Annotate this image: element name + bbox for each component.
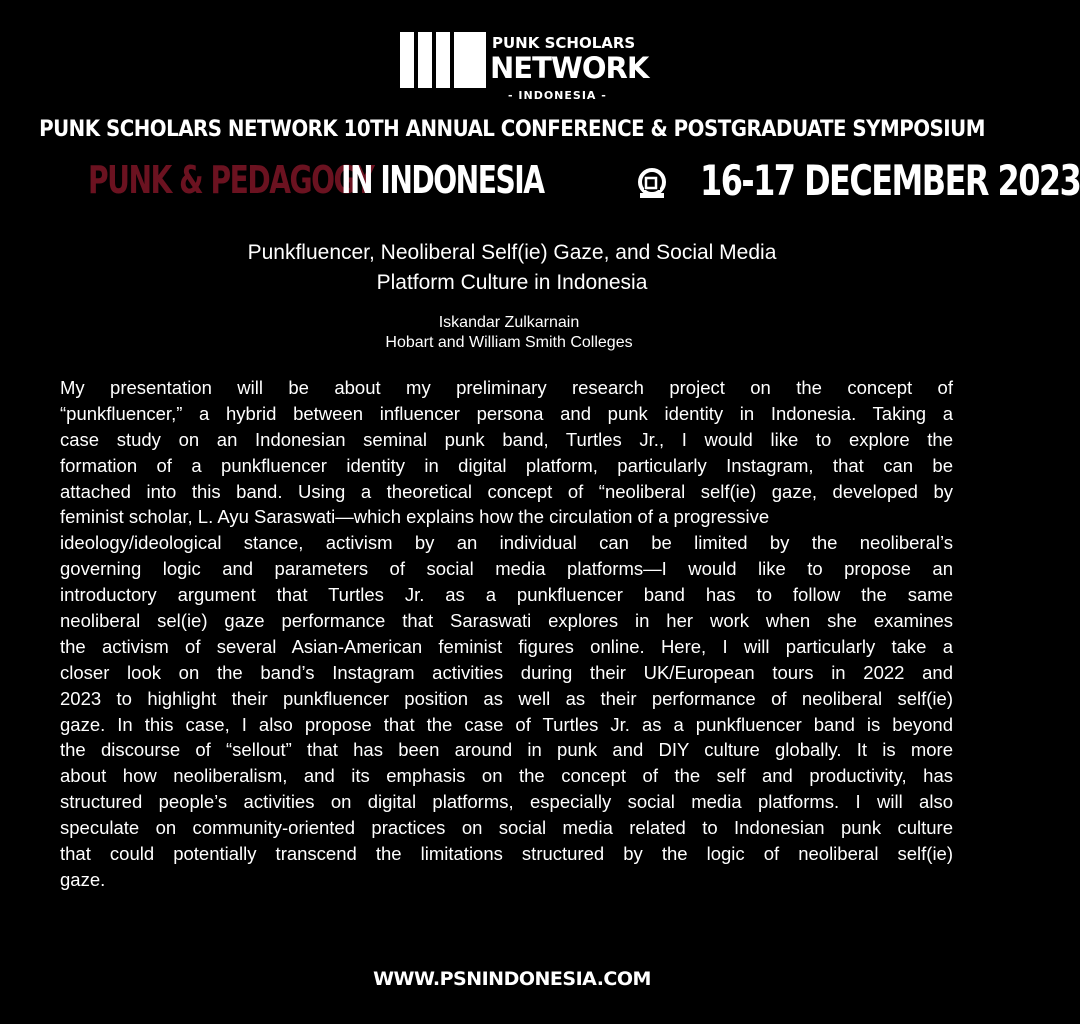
abstract-line: feminist scholar, L. Ayu Saraswati—which explains how the circulation of a progressive [60,506,770,528]
abstract-line: attached into this band. Using a theoretical concept of “neoliberal self(ie) gaze, developed by [60,480,953,502]
author-affiliation: Hobart and William Smith Colleges [385,334,633,351]
logo-line-3: - INDONESIA - [508,89,607,102]
abstract-line: My presentation will be about my preliminary research project on the concept of [60,377,953,398]
abstract-line: gaze. [60,868,106,890]
abstract-line: the activism of several Asian-American feminist figures online. Here, I will particularly take a [60,635,953,657]
psn-indonesia-logo [398,28,649,108]
theme-red-text: PUNK & PEDAGOGY [88,158,374,202]
abstract-line: closer look on the band’s Instagram activities during their UK/European tours in 2022 and [60,661,953,683]
paper-title [0,238,1024,298]
logo-bars-icon [398,32,488,88]
abstract-line: 2023 to highlight their punkfluencer position as well as their performance of neoliberal self(ie) [60,687,953,709]
abstract-line: neoliberal sel(ie) gaze performance that Saraswati explores in her work when she examines [60,610,953,632]
abstract-body [60,375,953,893]
abstract-line: structured people’s activities on digital platforms, especially social media platforms. I will also [60,791,953,813]
conference-dates: 16-17 DECEMBER 2023 [700,156,1080,205]
website-url: WWW.PSNINDONESIA.COM [373,968,651,990]
speaker-badge-icon [634,166,670,202]
abstract-line: formation of a punkfluencer identity in digital platform, particularly Instagram, that can be [60,454,953,476]
abstract-line: case study on an Indonesian seminal punk band, Turtles Jr., I would like to explore the [60,428,953,450]
abstract-line: gaze. In this case, I also propose that the case of Turtles Jr. as a punkfluencer band is beyond [60,713,953,735]
abstract-line: introductory argument that Turtles Jr. as a punkfluencer band has to follow the same [60,584,953,606]
abstract-line: the discourse of “sellout” that has been around in punk and DIY culture globally. It is more [60,739,953,761]
abstract-line: about how neoliberalism, and its emphasis on the concept of the self and productivity, has [60,765,953,787]
abstract-line: governing logic and parameters of social media platforms—I would like to propose an [60,558,953,580]
author-name: Iskandar Zulkarnain [438,314,580,331]
conference-title: PUNK SCHOLARS NETWORK 10TH ANNUAL CONFERENCE & POSTGRADUATE SYMPOSIUM [39,117,985,142]
theme-location-text: IN INDONESIA [341,158,544,202]
abstract-line: ideology/ideological stance, activism by an individual can be limited by the neoliberal’s [60,532,953,554]
abstract-line: “punkfluencer,” a hybrid between influencer persona and punk identity in Indonesia. Taking a [60,402,953,424]
paper-title-line-1: Punkfluencer, Neoliberal Self(ie) Gaze, and Social Media [247,241,777,264]
logo-line-1: PUNK SCHOLARS [492,34,636,52]
conference-theme-row [88,156,1080,216]
abstract-line: that could potentially transcend the limitations structured by the logic of neoliberal self(ie) [60,843,953,865]
paper-title-line-2: Platform Culture in Indonesia [376,271,648,294]
abstract-line: speculate on community-oriented practices on social media related to Indonesian punk culture [60,817,953,839]
author-block [0,313,1018,353]
logo-line-2: NETWORK [490,51,649,85]
